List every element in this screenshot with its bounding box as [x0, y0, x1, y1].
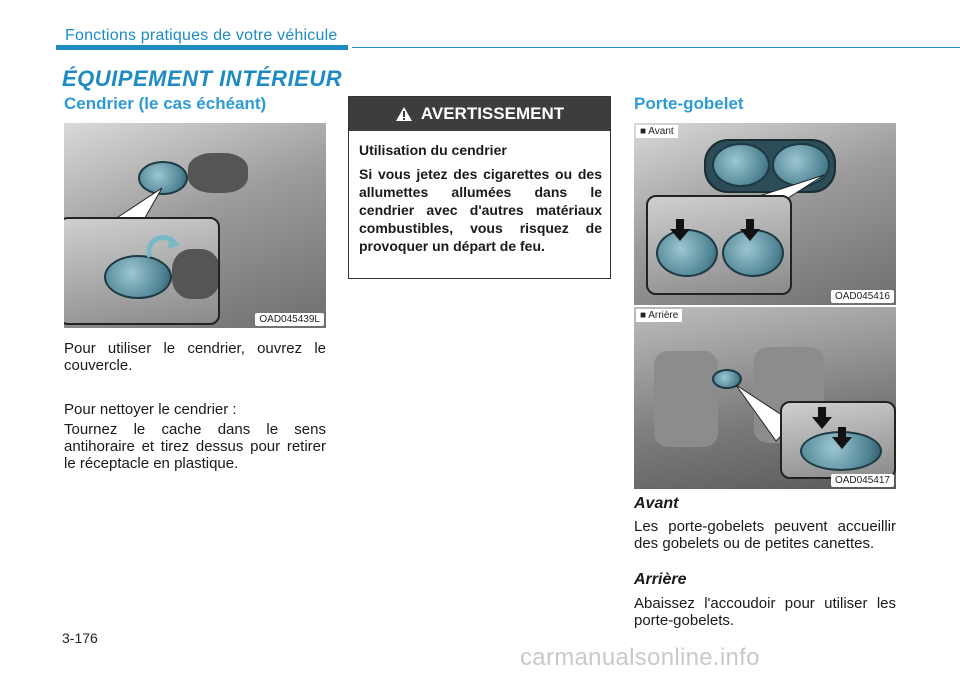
watermark: carmanualsonline.info [520, 644, 760, 671]
warning-triangle-icon [395, 106, 413, 122]
ashtray-para-1: Pour utiliser le cendrier, ouvrez le couvercle. [64, 340, 326, 374]
arrow-down-icon [670, 219, 690, 241]
arrow-down-icon [740, 219, 760, 241]
warning-header [349, 97, 610, 131]
ashtray-para-3: Tournez le cache dans le sens antihoraire et tirez dessus pour retirer le réceptacle en plastique. [64, 421, 326, 472]
cupholder-rear-photo [634, 307, 896, 489]
rear-heading: Arrière [634, 571, 687, 588]
header-divider [352, 47, 960, 48]
warning-text: Si vous jetez des cigarettes ou des allumettes allumées dans le cendrier avec d'autres matériaux combustibles, vous risquez de provoquer un départ de feu. [359, 166, 602, 254]
section-title: ÉQUIPEMENT INTÉRIEUR [62, 66, 343, 91]
ashtray-photo [64, 123, 326, 328]
chapter-header: Fonctions pratiques de votre véhicule [65, 27, 338, 44]
front-photo-label: ■ Avant [636, 125, 678, 138]
warning-box [348, 96, 611, 279]
rear-photo-label: ■ Arrière [636, 309, 682, 322]
ashtray-image-code: OAD045439L [255, 313, 324, 326]
ashtray-title: Cendrier (le cas échéant) [64, 94, 267, 113]
header-rule [56, 45, 348, 50]
front-image-code: OAD045416 [831, 290, 894, 303]
warning-body [359, 141, 602, 255]
warning-subtitle: Utilisation du cendrier [359, 142, 507, 158]
ashtray-para-2: Pour nettoyer le cendrier : [64, 401, 237, 418]
arrow-down-icon [812, 407, 832, 429]
warning-head-label: AVERTISSEMENT [420, 104, 565, 123]
front-text: Les porte-gobelets peuvent accueillir des gobelets ou de petites canettes. [634, 518, 896, 552]
cupholder-title: Porte-gobelet [634, 94, 744, 113]
arrow-down-icon [832, 427, 852, 449]
rear-text: Abaissez l'accoudoir pour utiliser les porte-gobelets. [634, 595, 896, 629]
page-number: 3-176 [62, 630, 98, 646]
front-heading: Avant [634, 495, 679, 512]
rear-image-code: OAD045417 [831, 474, 894, 487]
cupholder-front-photo [634, 123, 896, 305]
